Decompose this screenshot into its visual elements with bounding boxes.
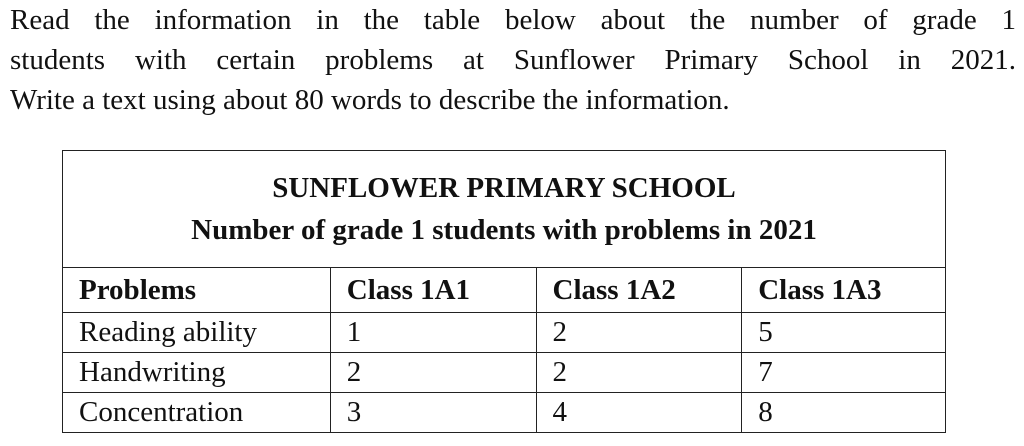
instructions-line-3: Write a text using about 80 words to describe the information. xyxy=(10,84,730,116)
table-cell: 2 xyxy=(536,313,742,353)
table-cell: 4 xyxy=(536,393,742,433)
column-header-class-1a2: Class 1A2 xyxy=(536,268,742,313)
instructions-line-2: students with certain problems at Sunflower Primary School in 2021. xyxy=(10,44,1016,76)
table-row xyxy=(63,393,946,433)
table-row xyxy=(63,313,946,353)
column-header-class-1a1: Class 1A1 xyxy=(330,268,536,313)
table-cell: 1 xyxy=(330,313,536,353)
table-subtitle: Number of grade 1 students with problems in 2021 xyxy=(191,214,817,246)
table-header-row xyxy=(63,268,946,313)
table-cell: 5 xyxy=(742,313,946,353)
instructions-paragraph xyxy=(10,0,1016,120)
table-cell: 7 xyxy=(742,353,946,393)
table-title-row xyxy=(63,151,946,268)
table-cell: 2 xyxy=(330,353,536,393)
table-cell: 3 xyxy=(330,393,536,433)
row-label: Reading ability xyxy=(63,313,331,353)
table-cell: 8 xyxy=(742,393,946,433)
row-label: Handwriting xyxy=(63,353,331,393)
problems-table xyxy=(62,150,946,433)
column-header-class-1a3: Class 1A3 xyxy=(742,268,946,313)
column-header-problems: Problems xyxy=(63,268,331,313)
table-row xyxy=(63,353,946,393)
table-title: SUNFLOWER PRIMARY SCHOOL xyxy=(272,172,736,204)
row-label: Concentration xyxy=(63,393,331,433)
table-cell: 2 xyxy=(536,353,742,393)
table-title-cell xyxy=(63,151,946,268)
instructions-line-1: Read the information in the table below about the number of grade 1 xyxy=(10,4,1016,36)
